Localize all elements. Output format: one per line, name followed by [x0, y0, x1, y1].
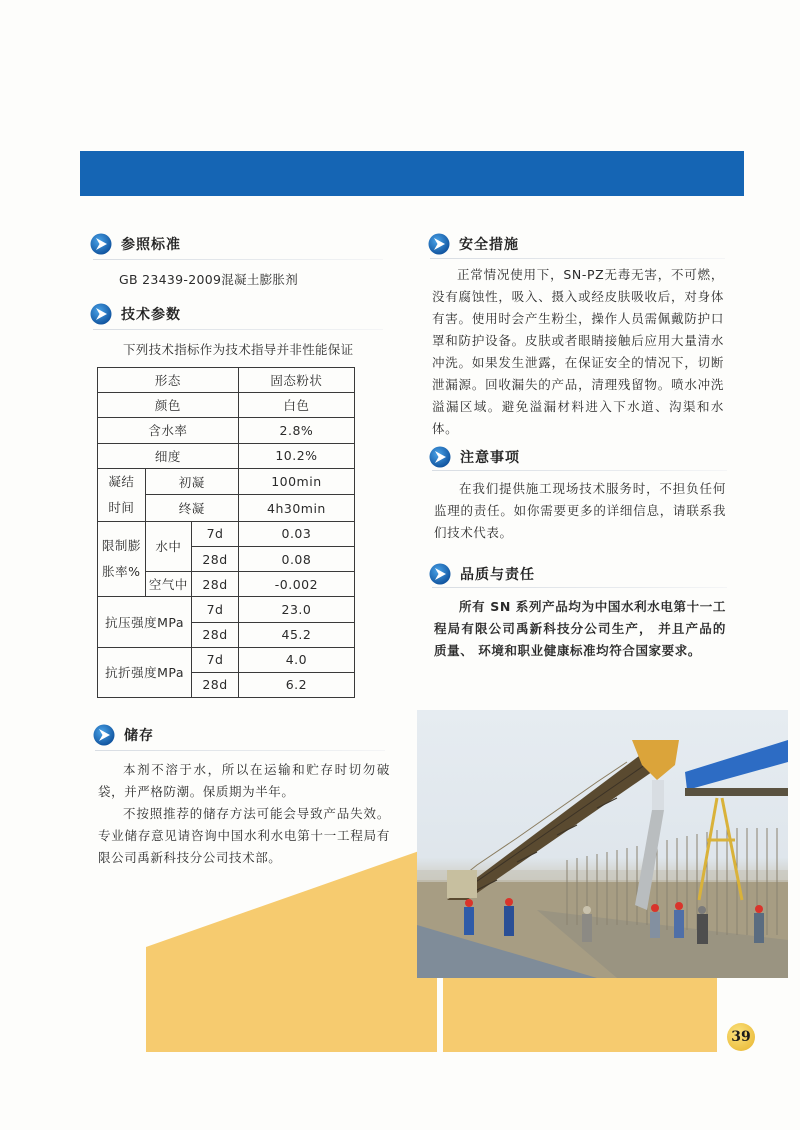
param-value: 固态粉状: [238, 368, 354, 393]
decorative-yellow-block: [443, 978, 717, 1052]
param-label: 含水率: [98, 418, 239, 443]
param-label: 颜色: [98, 393, 239, 418]
storage-text: [98, 759, 390, 869]
section-divider: [430, 258, 725, 259]
param-value: 23.0: [238, 597, 354, 622]
age-label: 7d: [192, 521, 239, 546]
param-value: 4.0: [238, 647, 354, 672]
age-label: 28d: [192, 572, 239, 597]
technical-note: 下列技术指标作为技术指导并非性能保证: [123, 342, 354, 357]
param-value: 6.2: [238, 672, 354, 697]
section-divider: [432, 587, 727, 588]
section-title: 技术参数: [121, 307, 181, 323]
table-row: [98, 647, 355, 672]
quality-text: [434, 596, 726, 662]
section-reference-standard-heading: [90, 231, 181, 257]
param-label: 空气中: [145, 572, 192, 597]
setting-time-label: [98, 468, 146, 521]
section-title: 品质与责任: [460, 567, 535, 583]
label-line: 时间: [108, 499, 135, 515]
paragraph: 正常情况使用下，SN-PZ无毒无害，不可燃，没有腐蚀性，吸入、摄入或经皮肤吸收后，对身体有害。使用时会产生粉尘，操作人员需佩戴防护口罩和防护设备。皮肤或者眼睛接触后应用大量清水冲洗。如果发生泄露，在保证安全的情况下，切断泄漏源。回收漏失的产品，清理残留物。喷水冲洗溢漏区域。避免溢漏材料进入下水道、沟渠和水体。: [432, 267, 724, 436]
safety-text: [432, 264, 724, 440]
label-line: 胀率%: [102, 564, 141, 580]
paragraph: 在我们提供施工现场技术服务时，不担负任何监理的责任。如你需要更多的详细信息，请联系我们技术代表。: [434, 481, 726, 540]
param-value: 4h30min: [238, 495, 354, 522]
param-value: 10.2%: [238, 443, 354, 468]
label-line: 限制膨: [101, 538, 141, 554]
table-row: [98, 368, 355, 393]
standard-text: GB 23439-2009混凝土膨胀剂: [119, 272, 299, 287]
age-label: 7d: [192, 597, 239, 622]
chevron-right-icon: [429, 563, 451, 585]
section-storage-heading: [93, 722, 154, 748]
param-label: 抗折强度MPa: [98, 647, 192, 697]
decorative-yellow-block: [422, 978, 437, 1052]
age-label: 28d: [192, 622, 239, 647]
section-quality-heading: [429, 561, 535, 587]
table-row: [98, 393, 355, 418]
expansion-label: [98, 521, 146, 597]
label-line: 凝结: [108, 473, 135, 489]
chevron-right-icon: [428, 233, 450, 255]
param-label: 终凝: [145, 495, 238, 522]
table-row: [98, 468, 355, 495]
construction-photo: [417, 710, 788, 978]
param-value: 白色: [238, 393, 354, 418]
chevron-right-icon: [93, 724, 115, 746]
table-row: [98, 521, 355, 546]
section-safety-heading: [428, 231, 519, 257]
paragraph: 不按照推荐的储存方法可能会导致产品失效。 专业储存意见请咨询中国水利水电第十一工程局有限公司禹新科技分公司技术部。: [98, 806, 390, 865]
section-title: 参照标准: [121, 237, 181, 253]
section-divider: [93, 259, 383, 260]
param-label: 初凝: [145, 468, 238, 495]
param-label: 水中: [145, 521, 192, 571]
age-label: 7d: [192, 647, 239, 672]
notes-text: [434, 478, 726, 544]
table-row: [98, 597, 355, 622]
section-notes-heading: [429, 444, 520, 470]
param-value: 100min: [238, 468, 354, 495]
param-value: -0.002: [238, 572, 354, 597]
paragraph: 本剂不溶于水，所以在运输和贮存时切勿破袋，并严格防潮。保质期为半年。: [98, 762, 390, 799]
header-banner: [80, 151, 744, 196]
param-value: 2.8%: [238, 418, 354, 443]
param-label: 形态: [98, 368, 239, 393]
age-label: 28d: [192, 672, 239, 697]
construction-scene-illustration: [417, 710, 788, 978]
table-row: [98, 443, 355, 468]
chevron-right-icon: [429, 446, 451, 468]
page-number: 39: [731, 1029, 751, 1045]
section-divider: [432, 470, 727, 471]
section-divider: [93, 329, 383, 330]
decorative-yellow-shape: [146, 850, 422, 1052]
section-title: 注意事项: [460, 450, 520, 466]
chevron-right-icon: [90, 303, 112, 325]
age-label: 28d: [192, 546, 239, 571]
param-value: 0.03: [238, 521, 354, 546]
page-number-badge: [727, 1023, 755, 1051]
param-label: 细度: [98, 443, 239, 468]
param-value: 45.2: [238, 622, 354, 647]
technical-params-table: [97, 367, 355, 698]
section-title: 储存: [124, 728, 154, 744]
section-technical-params-heading: [90, 301, 181, 327]
chevron-right-icon: [90, 233, 112, 255]
param-label: 抗压强度MPa: [98, 597, 192, 647]
table-row: [98, 418, 355, 443]
section-divider: [95, 750, 385, 751]
param-value: 0.08: [238, 546, 354, 571]
section-title: 安全措施: [459, 237, 519, 253]
paragraph: 所有 SN 系列产品均为中国水利水电第十一工程局有限公司禹新科技分公司生产， 并且产品的质量、 环境和职业健康标准均符合国家要求。: [434, 599, 726, 658]
